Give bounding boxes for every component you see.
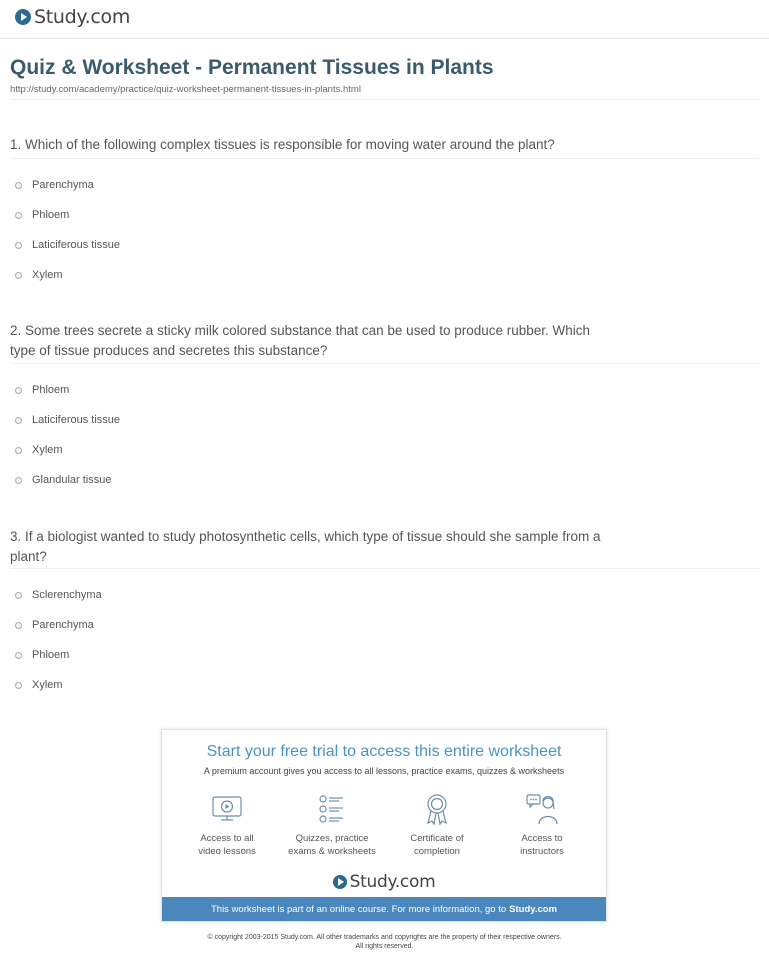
copyright-line-1: © copyright 2003-2015 Study.com. All other trademarks and copyrights are the property of their respective owners.	[207, 934, 562, 941]
copyright	[0, 933, 769, 951]
free-trial-promo	[161, 729, 607, 922]
q1-choice-4[interactable]	[15, 269, 63, 281]
question-3-text: 3. If a biologist wanted to study photosynthetic cells, which type of tissue should she sample from a plant?	[10, 529, 601, 564]
choice-label: Xylem	[32, 269, 63, 281]
choice-label: Xylem	[32, 679, 63, 691]
promo-heading[interactable]: Start your free trial to access this entire worksheet	[206, 743, 562, 760]
certificate-icon	[420, 792, 454, 826]
q1-choice-2[interactable]	[15, 209, 69, 221]
radio-icon[interactable]	[15, 272, 22, 279]
feature-quizzes	[277, 792, 387, 858]
q3-choice-4[interactable]	[15, 679, 63, 691]
promo-footer-text: This worksheet is part of an online course. For more information, go to	[210, 903, 507, 915]
feature-label: Certificate of completion	[410, 833, 464, 857]
instructor-icon	[525, 792, 559, 826]
q2-choice-4[interactable]	[15, 474, 112, 486]
choice-label: Laticiferous tissue	[32, 239, 121, 251]
q2-choice-1[interactable]	[15, 384, 69, 396]
video-lesson-icon	[210, 792, 244, 826]
radio-icon[interactable]	[15, 417, 22, 424]
feature-certificate	[382, 792, 492, 858]
radio-icon[interactable]	[15, 652, 22, 659]
copyright-line-2: All rights reserved.	[355, 943, 414, 950]
q2-choice-3[interactable]	[15, 444, 63, 456]
radio-icon[interactable]	[15, 182, 22, 189]
q1-choice-1[interactable]	[15, 179, 94, 191]
promo-subheading: A premium account gives you access to all lessons, practice exams, quizzes & worksheets	[203, 766, 565, 776]
header-divider	[0, 38, 769, 39]
play-icon	[15, 9, 31, 25]
radio-icon[interactable]	[15, 387, 22, 394]
radio-icon[interactable]	[15, 622, 22, 629]
page-title: Quiz & Worksheet - Permanent Tissues in Plants	[10, 56, 494, 79]
question-2-text: 2. Some trees secrete a sticky milk colored substance that can be used to produce rubber. Which type of tissue produces and secretes this substance?	[10, 323, 591, 358]
promo-footer-link[interactable]: Study.com	[509, 903, 558, 915]
page-url: http://study.com/academy/practice/quiz-worksheet-permanent-tissues-in-plants.html	[10, 84, 361, 95]
promo-logo-text: Study.com	[349, 872, 436, 892]
radio-icon[interactable]	[15, 477, 22, 484]
study-logo[interactable]	[15, 6, 130, 28]
question-2-divider	[10, 363, 759, 364]
question-1-divider	[10, 158, 759, 159]
feature-label: Access to instructors	[520, 833, 564, 857]
q3-choice-1[interactable]	[15, 589, 102, 601]
q3-choice-3[interactable]	[15, 649, 69, 661]
radio-icon[interactable]	[15, 212, 22, 219]
choice-label: Phloem	[32, 649, 70, 661]
feature-video-lessons	[172, 792, 282, 858]
choice-label: Parenchyma	[32, 179, 94, 191]
choice-label: Xylem	[32, 444, 63, 456]
play-icon	[333, 875, 347, 889]
title-divider	[10, 99, 759, 100]
choice-label: Phloem	[32, 384, 70, 396]
logo-text: Study.com	[34, 6, 131, 28]
quiz-list-icon	[315, 792, 349, 826]
radio-icon[interactable]	[15, 592, 22, 599]
promo-footer-bar	[162, 897, 606, 921]
radio-icon[interactable]	[15, 682, 22, 689]
q3-choice-2[interactable]	[15, 619, 94, 631]
choice-label: Sclerenchyma	[32, 589, 102, 601]
choice-label: Phloem	[32, 209, 70, 221]
choice-label: Laticiferous tissue	[32, 414, 121, 426]
feature-instructors	[487, 792, 597, 858]
choice-label: Glandular tissue	[32, 474, 112, 486]
q1-choice-3[interactable]	[15, 239, 120, 251]
question-1-text: 1. Which of the following complex tissues is responsible for moving water around the plant?	[10, 137, 555, 152]
question-3-divider	[10, 568, 759, 569]
q2-choice-2[interactable]	[15, 414, 120, 426]
radio-icon[interactable]	[15, 242, 22, 249]
feature-label: Access to all video lessons	[198, 833, 256, 857]
radio-icon[interactable]	[15, 447, 22, 454]
feature-label: Quizzes, practice exams & worksheets	[288, 833, 376, 857]
choice-label: Parenchyma	[32, 619, 94, 631]
promo-logo	[162, 872, 606, 892]
